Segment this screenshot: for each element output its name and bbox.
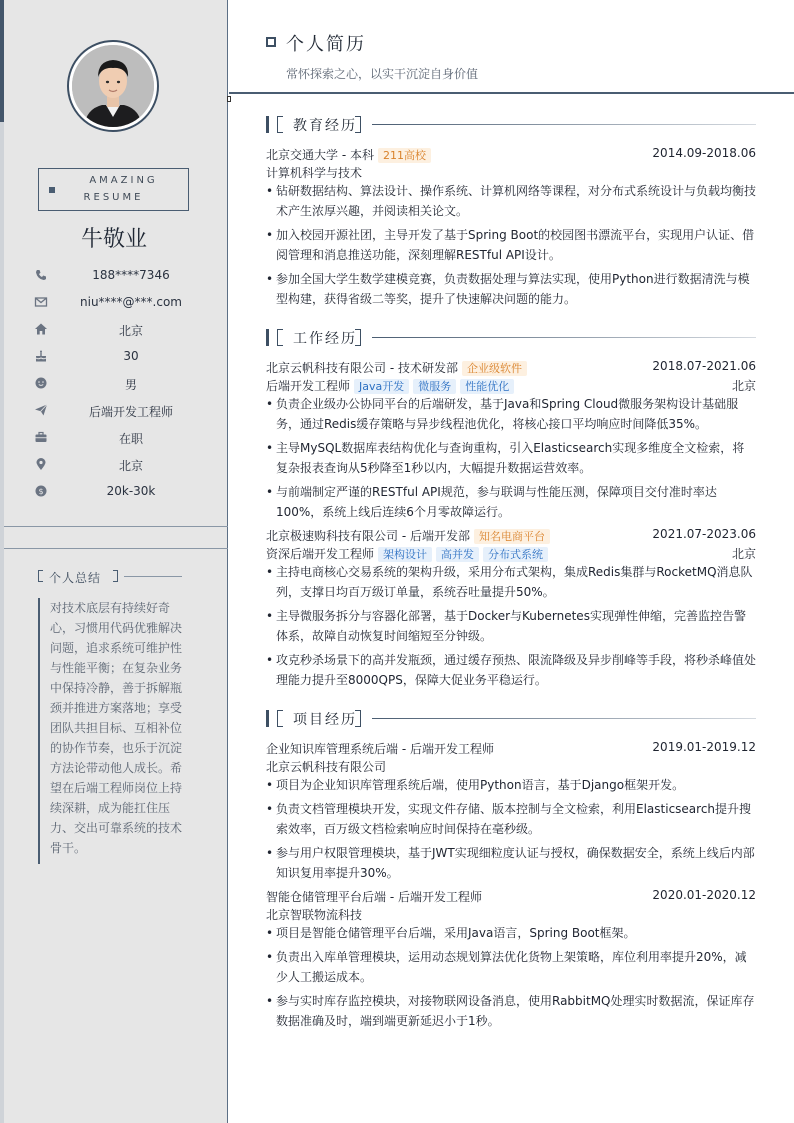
education-major: [266, 164, 756, 180]
work-date: 2021.07-2023.06: [652, 527, 756, 541]
info-value: 男: [124, 378, 137, 392]
project-bullet: • 负责文档管理模块开发，实现文件存储、版本控制与全文检索，利用Elasticsearch提升搜索效率，百万级文档检索响应时间保持在毫秒级。: [266, 799, 756, 839]
education-bullet: • 参加全国大学生数学建模竞赛，负责数据处理与算法实现，使用Python进行数据清洗与模型构建，获得省级二等奖，提升了快速解决问题的能力。: [266, 269, 756, 309]
sidebar-edge-bar: [0, 0, 4, 1123]
project-bullet: • 参与用户权限管理模块，基于JWT实现细粒度认证与授权，确保数据安全，系统上线后内部知识复用率提升30%。: [266, 843, 756, 883]
sidebar-edge-accent: [0, 0, 4, 122]
info-email: [34, 293, 214, 311]
face-icon: [34, 376, 48, 390]
summary-text: 对技术底层有持续好奇心，习惯用代码优雅解决问题，追求系统可维护性与性能平衡；在复杂业务中保持冷静，善于拆解瓶颈并推进方案落地；享受团队共担目标、互相补位的协作节奏，也乐于沉淀方法论带动他人成长。希望在后端工程师岗位上持续深耕，成为能扛住压力、交出可靠系统的技术骨干。: [50, 601, 183, 855]
header-rule: [229, 92, 794, 94]
cake-icon: [34, 349, 48, 363]
location-icon: [34, 457, 48, 471]
project-header: [266, 740, 756, 756]
info-value: niu****@***.com: [80, 295, 182, 309]
section-bar: [266, 116, 269, 133]
send-icon: [34, 403, 48, 417]
bracket-left-icon: [277, 116, 283, 133]
svg-text:$: $: [38, 487, 44, 496]
info-position: [34, 401, 214, 419]
role-name: 后端开发工程师: [266, 379, 351, 393]
header-marker: [227, 96, 231, 102]
heading-rule: [124, 576, 182, 577]
summary-accent-bar: [38, 598, 40, 864]
info-city: [34, 320, 214, 338]
info-gender: [34, 374, 214, 392]
badge-line-2: RESUME: [83, 192, 144, 203]
info-value: 在职: [118, 432, 143, 446]
info-value: 北京: [118, 324, 143, 338]
education-date: 2014.09-2018.06: [652, 146, 756, 160]
bracket-left-icon: [277, 329, 283, 346]
work-city: 北京: [731, 547, 756, 561]
sidebar: [0, 0, 228, 1123]
phone-icon: [34, 268, 48, 282]
skill-tag: 架构设计: [378, 547, 432, 562]
bracket-left-icon: [277, 710, 283, 727]
badge-line-1: AMAZING: [89, 175, 158, 186]
summary-heading: [38, 570, 188, 586]
mail-icon: [34, 295, 48, 309]
avatar-portrait: [72, 45, 154, 127]
section-title: 工作经历: [293, 331, 357, 347]
skill-tag: Java开发: [354, 379, 409, 394]
main-content: [229, 0, 794, 1123]
project-header: [266, 888, 756, 904]
section-title: 项目经历: [293, 712, 357, 728]
skill-tag: 微服务: [413, 379, 456, 394]
work-role-line: [266, 545, 756, 561]
sidebar-divider: [4, 548, 228, 549]
work-bullet: • 攻克秒杀场景下的高并发瓶颈，通过缓存预热、限流降级及异步削峰等手段，将秒杀峰值处理能力提升至8000QPS，保障大促业务平稳运行。: [266, 650, 756, 690]
section-rule: [372, 718, 756, 719]
info-value: 20k-30k: [106, 484, 156, 498]
company-tag: 企业级软件: [462, 361, 527, 376]
project-title: 智能仓储管理平台后端 - 后端开发工程师: [266, 890, 482, 904]
bracket-right-icon: [355, 710, 361, 727]
major-name: 计算机科学与技术: [266, 166, 363, 180]
project-org-line: [266, 906, 756, 922]
project-bullet: • 项目为企业知识库管理系统后端，使用Python语言，基于Django框架开发。: [266, 775, 756, 795]
work-bullet: • 主持电商核心交易系统的架构升级，采用分布式架构，集成Redis集群与RocketMQ消息队列，支撑日均百万级订单量，系统吞吐量提升50%。: [266, 562, 756, 602]
project-org: 北京智联物流科技: [266, 908, 363, 922]
page-title: 个人简历: [286, 34, 366, 55]
info-value: 后端开发工程师: [88, 405, 173, 419]
education-header: [266, 146, 756, 162]
section-title: 教育经历: [293, 118, 357, 134]
work-role-line: [266, 377, 756, 393]
project-date: 2019.01-2019.12: [652, 740, 756, 754]
briefcase-icon: [34, 430, 48, 444]
section-heading-project: [266, 710, 756, 728]
role-name: 资深后端开发工程师: [266, 547, 375, 561]
section-rule: [372, 337, 756, 338]
sidebar-divider: [4, 526, 228, 527]
work-bullet: • 主导微服务拆分与容器化部署，基于Docker与Kubernetes实现弹性伸缩，完善监控告警体系，故障自动恢复时间缩短至分钟级。: [266, 606, 756, 646]
work-bullet: • 主导MySQL数据库表结构优化与查询重构，引入Elasticsearch实现多维度全文检索，将复杂报表查询从5秒降至1秒以内，大幅提升数据运营效率。: [266, 438, 756, 478]
title-square-icon: [266, 37, 276, 47]
info-phone: [34, 266, 214, 284]
bracket-right-icon: [355, 329, 361, 346]
info-salary: [34, 482, 214, 500]
work-date: 2018.07-2021.06: [652, 359, 756, 373]
skill-tag: 高并发: [436, 547, 479, 562]
page-subtitle: 常怀探索之心，以实干沉淀自身价值: [286, 67, 479, 81]
work-bullet: • 与前端制定严谨的RESTful API规范，参与联调与性能压测，保障项目交付准时率达100%，系统上线后连续6个月零故障运行。: [266, 482, 756, 522]
company-name: 北京极速购科技有限公司 - 后端开发部: [266, 529, 470, 543]
project-date: 2020.01-2020.12: [652, 888, 756, 902]
skill-tag: 性能优化: [460, 379, 514, 394]
section-bar: [266, 329, 269, 346]
money-icon: [34, 484, 48, 498]
company-tag: 知名电商平台: [474, 529, 550, 544]
summary-title: 个人总结: [49, 571, 102, 585]
education-bullet: • 钻研数据结构、算法设计、操作系统、计算机网络等课程，对分布式系统设计与负载均衡技术产生浓厚兴趣，并阅读相关论文。: [266, 181, 756, 221]
info-value: 北京: [118, 459, 143, 473]
section-heading-education: [266, 116, 756, 134]
info-value: 188****7346: [92, 268, 170, 282]
info-location: [34, 455, 214, 473]
bracket-left-icon: [38, 570, 43, 582]
skill-tag: 分布式系统: [483, 547, 548, 562]
bracket-right-icon: [113, 570, 118, 582]
work-bullet: • 负责企业级办公协同平台的后端研发，基于Java和Spring Cloud微服务架构设计基础服务，通过Redis缓存策略与异步线程池优化，将核心接口平均响应时间降低35%。: [266, 394, 756, 434]
person-name: 牛敬业: [80, 227, 147, 252]
avatar-frame: [67, 40, 159, 132]
work-header: [266, 527, 756, 543]
section-heading-work: [266, 329, 756, 347]
avatar: [72, 45, 154, 127]
education-bullet: • 加入校园开源社团，主导开发了基于Spring Boot的校园图书漂流平台，实现用户认证、借阅管理和消息推送功能，深刻理解RESTful API设计。: [266, 225, 756, 265]
bracket-right-icon: [355, 116, 361, 133]
project-bullet: • 参与实时库存监控模块，对接物联网设备消息，使用RabbitMQ处理实时数据流，保证库存数据准确及时，端到端更新延迟小于1秒。: [266, 991, 756, 1031]
info-value: 30: [123, 349, 139, 363]
project-title: 企业知识库管理系统后端 - 后端开发工程师: [266, 742, 494, 756]
info-status: [34, 428, 214, 446]
project-bullet: • 项目是智能仓储管理平台后端，采用Java语言，Spring Boot框架。: [266, 923, 756, 943]
section-rule: [372, 124, 756, 125]
school-tag: 211高校: [378, 148, 431, 163]
amazing-resume-badge: [38, 168, 189, 211]
section-bar: [266, 710, 269, 727]
project-org-line: [266, 758, 756, 774]
project-org: 北京云帆科技有限公司: [266, 760, 387, 774]
school-name: 北京交通大学 - 本科: [266, 148, 374, 162]
work-city: 北京: [731, 379, 756, 393]
project-bullet: • 负责出入库单管理模块，运用动态规划算法优化货物上架策略，库位利用率提升20%，减少人工搬运成本。: [266, 947, 756, 987]
company-name: 北京云帆科技有限公司 - 技术研发部: [266, 361, 458, 375]
info-age: [34, 347, 214, 365]
work-header: [266, 359, 756, 375]
home-icon: [34, 322, 48, 336]
